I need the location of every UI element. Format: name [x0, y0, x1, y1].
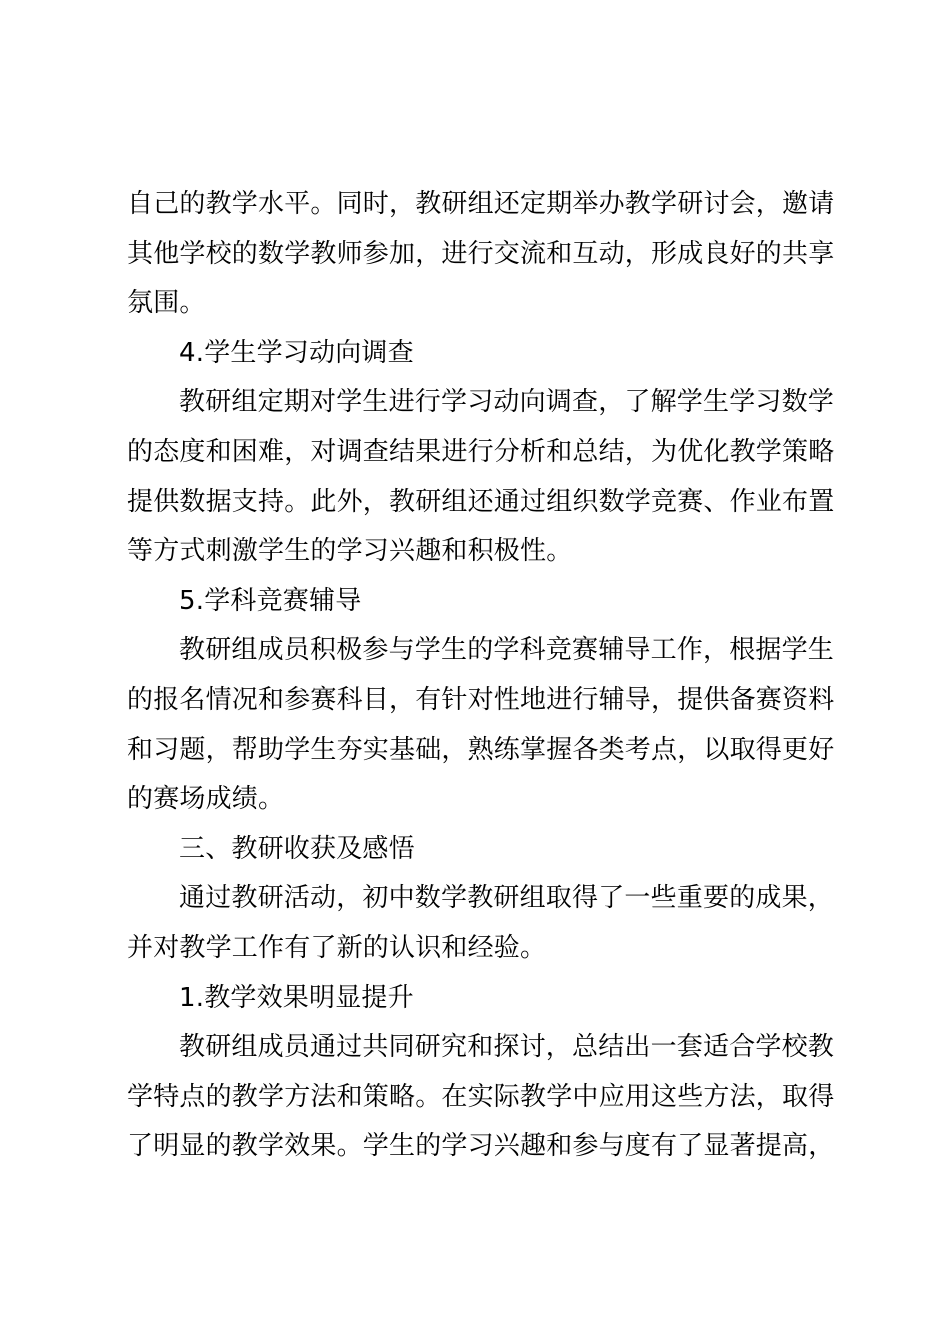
- paragraph-line: 的态度和困难，对调查结果进行分析和总结，为优化教学策略: [127, 436, 835, 467]
- section-heading: 4.学生学习动向调查: [179, 337, 414, 368]
- paragraph-line: 教研组成员积极参与学生的学科竞赛辅导工作，根据学生: [179, 635, 835, 666]
- paragraph-line: 提供数据支持。此外，教研组还通过组织数学竞赛、作业布置: [127, 486, 835, 517]
- paragraph-line: 并对教学工作有了新的认识和经验。: [127, 932, 547, 963]
- section-heading: 5.学科竞赛辅导: [179, 585, 362, 616]
- paragraph-line: 等方式刺激学生的学习兴趣和积极性。: [127, 536, 573, 567]
- paragraph-line: 学特点的教学方法和策略。在实际教学中应用这些方法，取得: [127, 1081, 835, 1112]
- paragraph-line: 和习题，帮助学生夯实基础，熟练掌握各类考点，以取得更好: [127, 734, 835, 765]
- paragraph-line: 教研组成员通过共同研究和探讨，总结出一套适合学校教: [179, 1032, 835, 1063]
- paragraph-line: 通过教研活动，初中数学教研组取得了一些重要的成果，: [179, 883, 835, 914]
- section-heading: 三、教研收获及感悟: [179, 833, 415, 864]
- paragraph-line: 氛围。: [127, 288, 206, 319]
- section-heading: 1.教学效果明显提升: [179, 982, 414, 1013]
- document-body: [127, 180, 835, 1172]
- paragraph-line: 教研组定期对学生进行学习动向调查，了解学生学习数学: [179, 387, 835, 418]
- paragraph-line: 其他学校的数学教师参加，进行交流和互动，形成良好的共享: [127, 238, 835, 269]
- paragraph-line: 的赛场成绩。: [127, 784, 285, 815]
- paragraph-line: 了明显的教学效果。学生的学习兴趣和参与度有了显著提高，: [127, 1131, 835, 1162]
- paragraph-line: 的报名情况和参赛科目，有针对性地进行辅导，提供备赛资料: [127, 684, 835, 715]
- paragraph-line: 自己的教学水平。同时，教研组还定期举办教学研讨会，邀请: [127, 189, 835, 219]
